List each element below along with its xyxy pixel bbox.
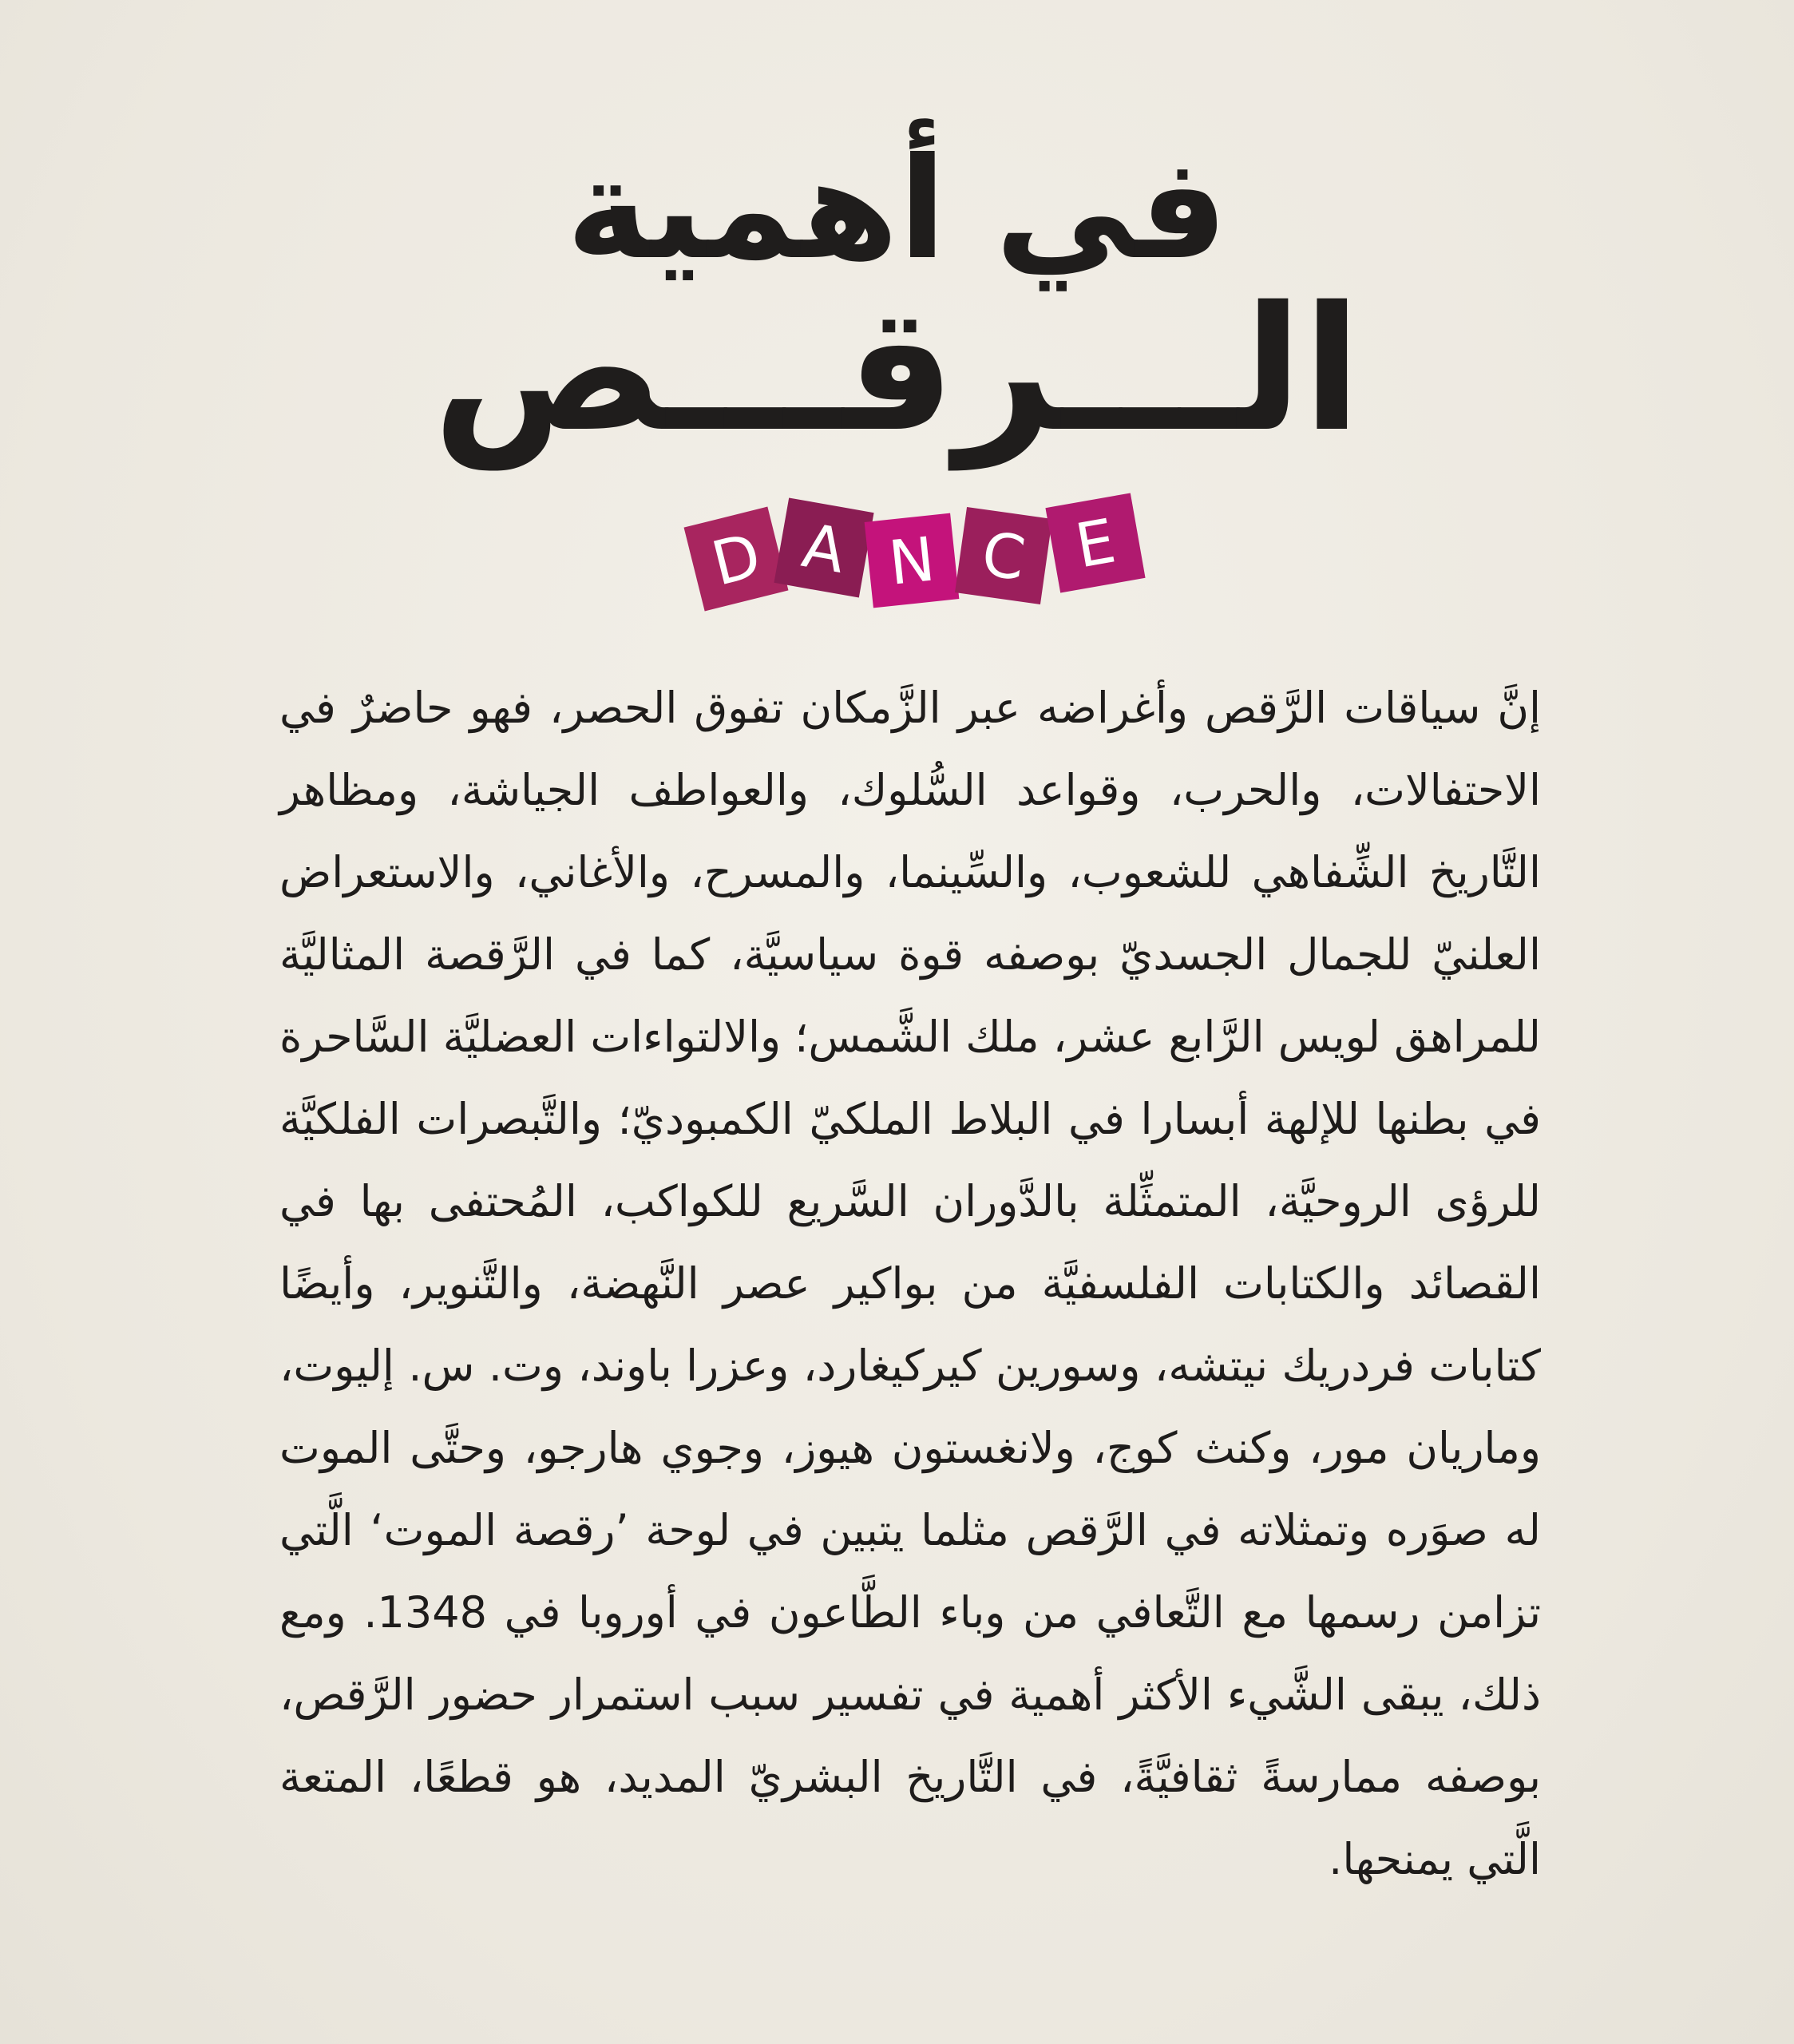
logo-tile-a: A: [774, 497, 873, 597]
body-paragraph: إنَّ سياقات الرَّقص وأغراضه عبر الزَّمكان تفوق الحصر، فهو حاضرٌ في الاحتفالات، والحرب، وقواعد السُّلوك، والعواطف الجياشة، ومظاهر التَّاريخ الشِّفاهي للشعوب، والسِّينما، والمسرح، والأغاني، والاستعراض العلنيّ للجمال الجسديّ بوصفه قوة سياسيَّة، كما في الرَّقصة المثاليَّة للمراهق لويس الرَّابع عشر، ملك الشَّمس؛ والالتواءات العضليَّة السَّاحرة في بطنها للإلهة أبسارا في البلاط الملكيّ الكمبوديّ؛ والتَّبصرات الفلكيَّة للرؤى الروحيَّة، المتمثِّلة بالدَّوران السَّريع للكواكب، المُحتفى بها في القصائد والكتابات الفلسفيَّة من بواكير عصر النَّهضة، والتَّنوير، وأيضًا كتابات فردريك نيتشه، وسورين كيركيغارد، وعزرا باوند، وت. س. إليوت، وماريان مور، وكنث كوج، ولانغستون هيوز، وجوي هارجو، وحتَّى الموت له صوَره وتمثلاته في الرَّقص مثلما يتبين في لوحة ’رقصة الموت‘ الَّتي تزامن رسمها مع التَّعافي من وباء الطَّاعون في أوروبا في 1348. ومع ذلك، يبقى الشَّيء الأكثر أهمية في تفسير سبب استمرار حضور الرَّقص، بوصفه ممارسةً ثقافيَّةً، في التَّاريخ البشريّ المديد، هو قطعًا، المتعة الَّتي يمنحها.: [279, 683, 1541, 1884]
logo-tile-n: N: [865, 513, 960, 608]
title-line-1: في أهمية: [566, 129, 1228, 291]
dance-logo: [693, 489, 1148, 616]
logo-tile-d: D: [684, 507, 789, 612]
title-line-2: الـــرقـــص: [432, 269, 1362, 469]
logo-tile-e: E: [1045, 493, 1145, 592]
logo-tile-c: C: [955, 507, 1052, 604]
